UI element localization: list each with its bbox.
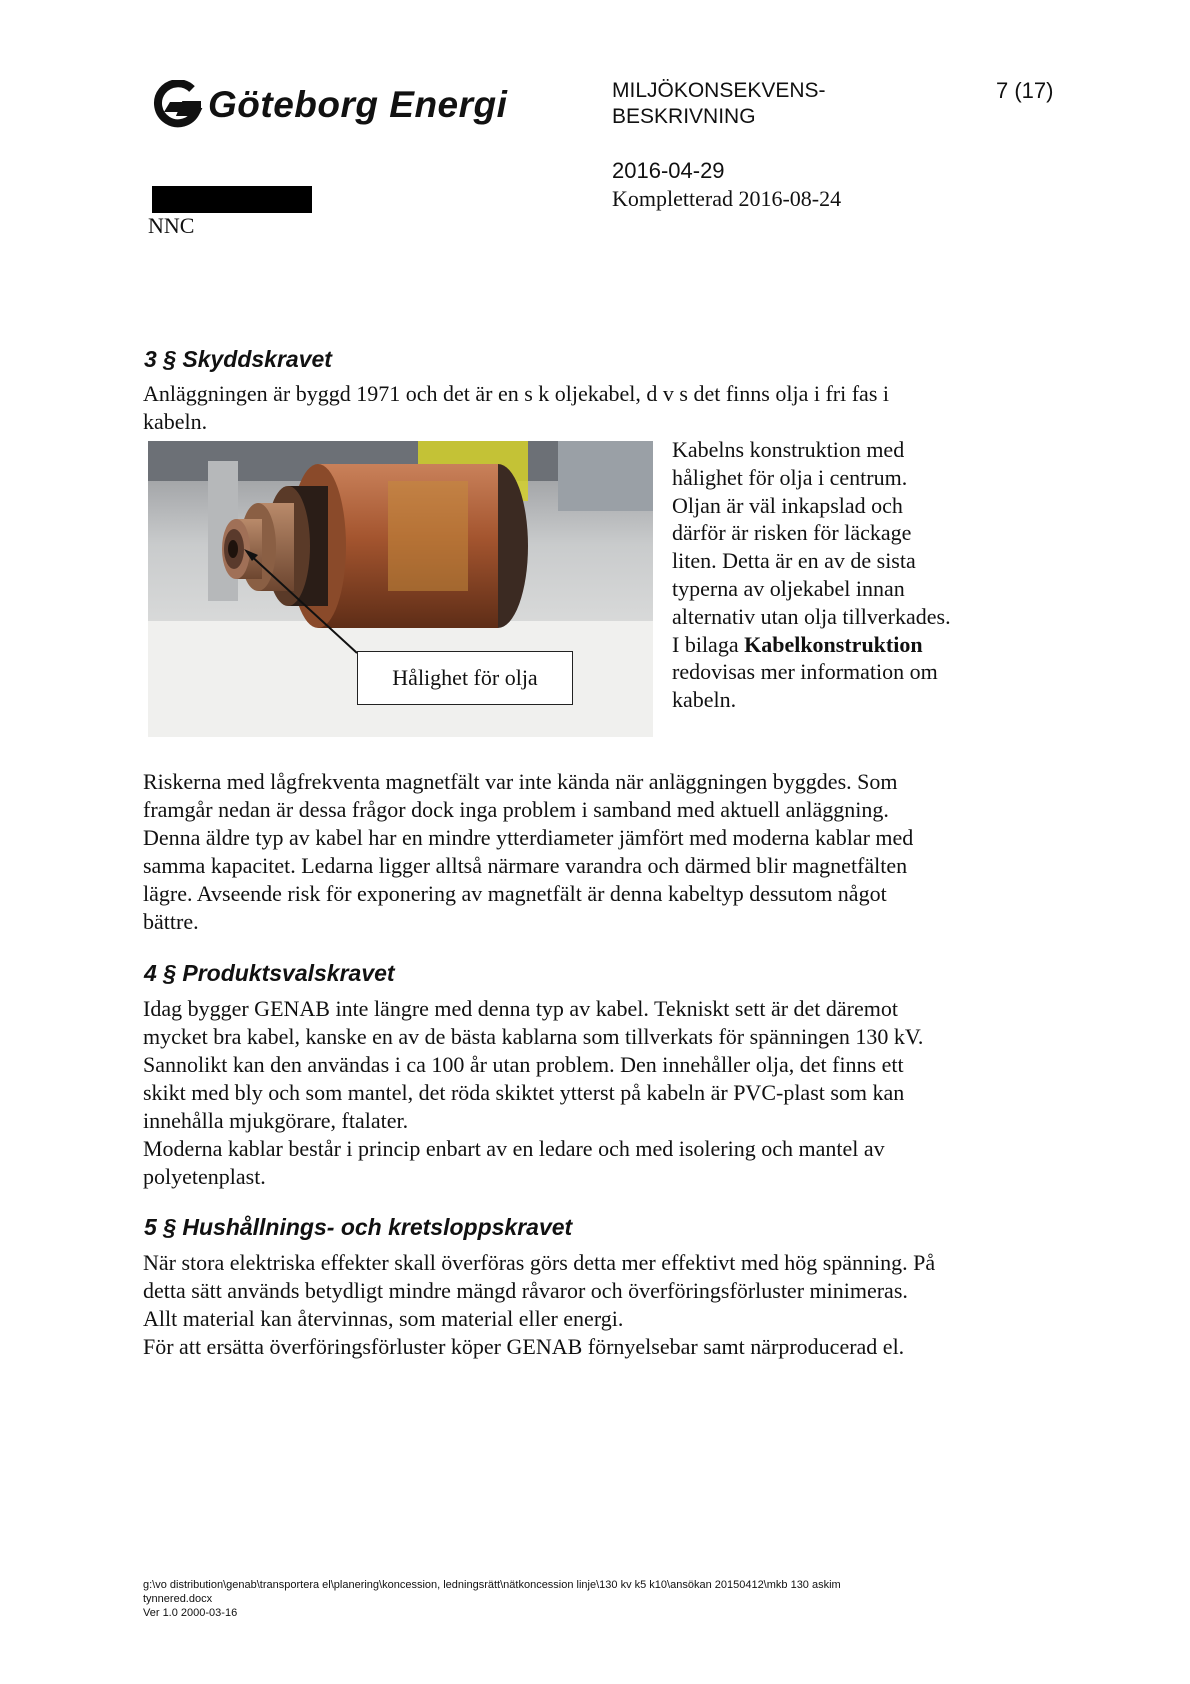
photo-caption <box>672 436 952 714</box>
section-5-body <box>143 1249 943 1361</box>
section-3-body: Riskerna med lågfrekventa magnetfält var inte kända när anläggningen byggdes. Som framgår nedan är dessa frågor dock inga problem i samband med aktuell anläggning. Denna äldre typ av kabel har en mindre ytterdiameter jämfört med moderna kablar med samma kapacitet. Ledarna ligger alltså närmare varandra och därmed blir magnetfälten lägre. Avseende risk för exponering av magnetfält är denna kabeltyp dessutom något bättre. <box>143 769 914 934</box>
company-logo <box>152 80 507 130</box>
section-3-intro: Anläggningen är byggd 1971 och det är en s k oljekabel, d v s det finns olja i fri fas i kabeln. <box>143 381 889 434</box>
caption-bold-appendix: Kabelkonstruktion <box>744 631 923 657</box>
redaction-bar <box>152 186 312 213</box>
footer-filename: tynnered.docx <box>143 1593 213 1605</box>
section-4-heading: 4 § Produktsvalskravet <box>144 960 395 986</box>
section-5-paragraph-2: För att ersätta överföringsförluster köper GENAB förnyelsebar samt närproducerad el. <box>143 1334 905 1359</box>
document-title <box>612 78 872 130</box>
footer-path: g:\vo distribution\genab\transportera el\planering\koncession, ledningsrätt\nätkoncession linje\130 kv k5 k10\ansökan 20150412\mkb 130 askim <box>143 1579 841 1591</box>
footer-version: Ver 1.0 2000-03-16 <box>143 1607 238 1619</box>
section-4-body <box>143 995 943 1191</box>
section-4-paragraph-1: Idag bygger GENAB inte längre med denna typ av kabel. Tekniskt sett är det däremot mycket bra kabel, kanske en av de bästa kablarna som tillverkats för spänningen 130 kV. Sannolikt kan den användas i ca 100 år utan problem. Den innehåller olja, det finns ett skikt med bly och som mantel, det röda skiktet ytterst på kabeln är PVC-plast som kan innehålla mjukgörare, ftalater. <box>143 996 924 1133</box>
completed-date: Kompletterad 2016-08-24 <box>612 186 842 211</box>
document-title-line2: BESKRIVNING <box>612 105 756 128</box>
section-4-paragraph-2: Moderna kablar består i princip enbart av en ledare och med isolering och mantel av polyetenplast. <box>143 1136 885 1189</box>
document-date: 2016-04-29 <box>612 158 725 183</box>
caption-text: Kabelns konstruktion med hålighet för olja i centrum. Oljan är väl inkapslad och därför är risken för läckage liten. Detta är en av de sista typerna av oljekabel innan alternativ utan olja tillverkades. I bilaga <box>672 437 951 657</box>
goteborg-energi-logo-icon <box>152 80 206 130</box>
section-3-heading: 3 § Skyddskravet <box>144 346 332 372</box>
footer <box>143 1578 943 1620</box>
page-number: 7 (17) <box>996 78 1054 103</box>
document-title-line1: MILJÖKONSEKVENS- <box>612 79 826 102</box>
section-5-paragraph-1: När stora elektriska effekter skall överföras görs detta mer effektivt med hög spänning. På detta sätt används betydligt mindre mängd råvaror och överföringsförluster minimeras. Allt material kan återvinnas, som material eller energi. <box>143 1250 936 1331</box>
logo-text: Göteborg Energi <box>208 84 508 125</box>
photo-callout: Hålighet för olja <box>357 651 573 705</box>
section-5-heading: 5 § Hushållnings- och kretsloppskravet <box>144 1214 573 1240</box>
org-code: NNC <box>148 213 195 238</box>
caption-text-end: redovisas mer information om kabeln. <box>672 659 938 713</box>
